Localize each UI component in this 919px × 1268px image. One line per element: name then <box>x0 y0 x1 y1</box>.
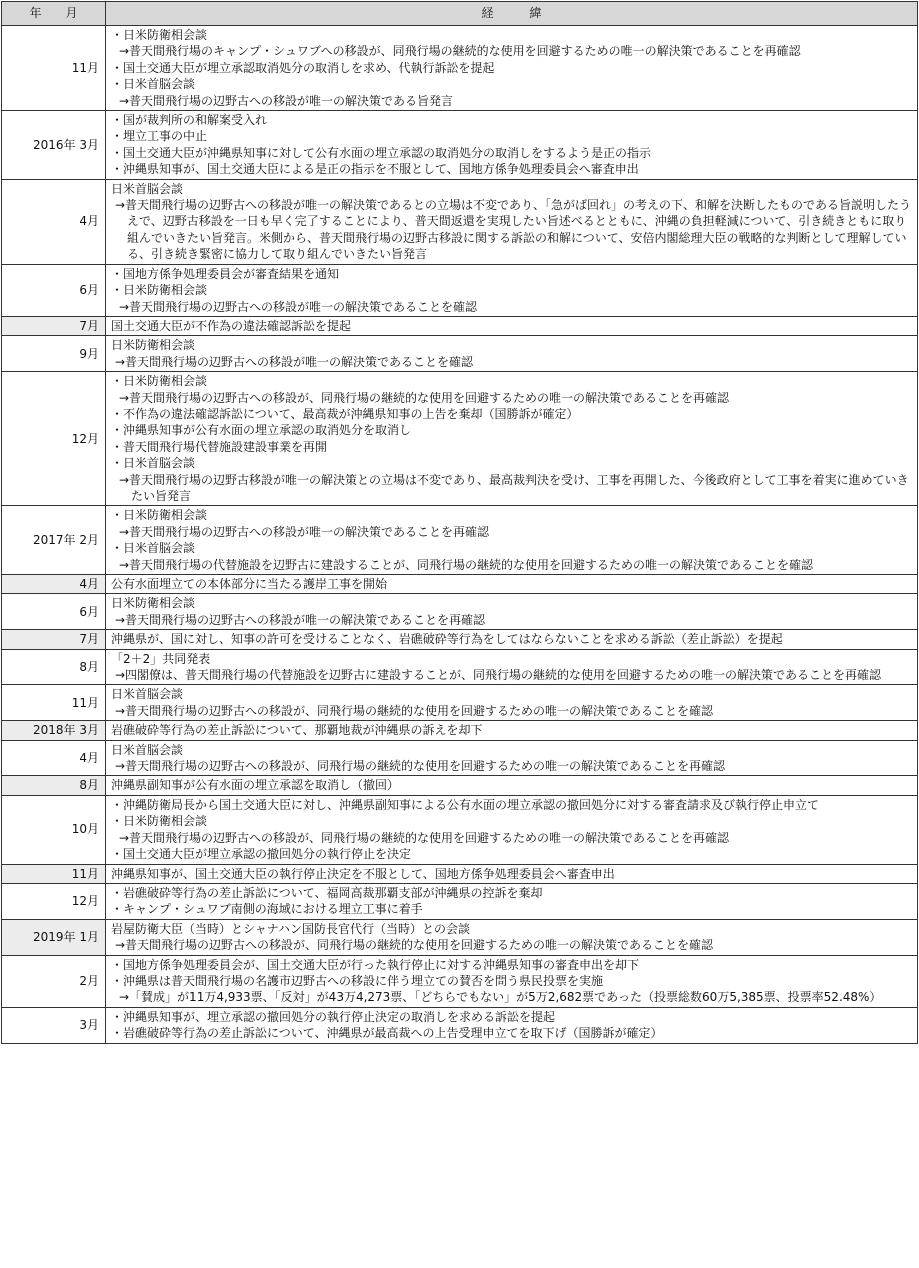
event-line: 日米防衛相会談 <box>111 596 196 611</box>
event-line: →普天間飛行場のキャンプ・シュワブへの移設が、同飛行場の継続的な使用を回避するための唯一の解決策であることを再確認 <box>119 44 801 59</box>
event-line: 日米首脳会談 <box>111 687 184 702</box>
row-content <box>106 372 918 506</box>
event-line: →普天間飛行場の辺野古への移設が唯一の解決策であることを確認 <box>115 354 474 369</box>
event-line: ・国土交通大臣が埋立承認取消処分の取消しを求め、代執行訴訟を提起 <box>111 60 495 75</box>
row-date: 2016年 3月 <box>2 111 106 180</box>
event-line: ・日米防衛相会談 <box>111 283 208 298</box>
table-row <box>2 649 918 685</box>
row-date: 4月 <box>2 575 106 594</box>
table-row <box>2 316 918 335</box>
row-date: 10月 <box>2 795 106 864</box>
row-content <box>106 776 918 795</box>
event-line: →普天間飛行場の辺野古への移設が唯一の解決策であるとの立場は不変であり、「急がば回れ」の考えの下、和解を決断したものである旨説明したうえで、辺野古移設を一日も早く完了することにより、普天間返還を実現したい旨述べるとともに、沖縄の負担軽減について、引き続きともに取り組んでいきたい旨発言。米側から、普天間飛行場の辺野古移設に関する訴訟の和解について、安倍内閣総理大臣の戦略的な判断として理解している、引き続き緊密に協力して取り組んでいきたい旨発言 <box>115 198 912 262</box>
event-line: ・日米首脳会談 <box>111 77 196 92</box>
table-row <box>2 179 918 264</box>
row-content <box>106 179 918 264</box>
row-date: 7月 <box>2 316 106 335</box>
event-line: 沖縄県が、国に対し、知事の許可を受けることなく、岩礁破砕等行為をしてはならないことを求める訴訟（差止訴訟）を提起 <box>111 632 783 647</box>
row-content <box>106 506 918 575</box>
event-line: 日米首脳会談 <box>111 742 184 757</box>
row-date: 12月 <box>2 372 106 506</box>
event-line: ・沖縄防衛局長から国土交通大臣に対し、沖縄県副知事による公有水面の埋立承認の撤回処分に対する審査請求及び執行停止申立て <box>111 797 820 812</box>
row-date: 12月 <box>2 883 106 919</box>
table-row <box>2 575 918 594</box>
event-line: →普天間飛行場の辺野古への移設が、同飛行場の継続的な使用を回避するための唯一の解決策であることを再確認 <box>115 759 726 774</box>
event-line: 日米防衛相会談 <box>111 338 196 353</box>
event-line: 沖縄県知事が、国土交通大臣の執行停止決定を不服として、国地方係争処理委員会へ審査申出 <box>111 866 615 881</box>
table-row <box>2 111 918 180</box>
table-row <box>2 336 918 372</box>
table-row <box>2 919 918 955</box>
row-date: 2017年 2月 <box>2 506 106 575</box>
table-row <box>2 630 918 649</box>
row-content <box>106 336 918 372</box>
row-date: 11月 <box>2 864 106 883</box>
event-line: ・不作為の違法確認訴訟について、最高裁が沖縄県知事の上告を棄却（国勝訴が確定） <box>111 406 579 421</box>
row-date: 2019年 1月 <box>2 919 106 955</box>
row-date: 8月 <box>2 776 106 795</box>
row-content <box>106 883 918 919</box>
event-line: →「賛成」が11万4,933票、「反対」が43万4,273票、「どちらでもない」が5万2,682票であった（投票総数60万5,385票、投票率52.48%） <box>119 990 882 1005</box>
row-date: 6月 <box>2 264 106 316</box>
table-row <box>2 685 918 721</box>
table-row <box>2 721 918 740</box>
row-date: 4月 <box>2 740 106 776</box>
row-date: 4月 <box>2 179 106 264</box>
event-line: ・沖縄県知事が、国土交通大臣による是正の指示を不服として、国地方係争処理委員会へ審査申出 <box>111 162 639 177</box>
row-content <box>106 795 918 864</box>
row-content <box>106 111 918 180</box>
row-date: 3月 <box>2 1007 106 1043</box>
event-line: ・国土交通大臣が埋立承認の撤回処分の執行停止を決定 <box>111 847 412 862</box>
table-row <box>2 372 918 506</box>
table-row <box>2 864 918 883</box>
row-date: 2018年 3月 <box>2 721 106 740</box>
table-row <box>2 955 918 1007</box>
event-line: →普天間飛行場の辺野古への移設が唯一の解決策であることを再確認 <box>115 612 486 627</box>
content-column-header: 経 緯 <box>106 2 918 26</box>
table-row <box>2 740 918 776</box>
table-row <box>2 776 918 795</box>
event-line: →普天間飛行場の辺野古への移設が唯一の解決策であることを確認 <box>119 299 478 314</box>
event-line: →普天間飛行場の辺野古への移設が、同飛行場の継続的な使用を回避するための唯一の解決策であることを確認 <box>115 938 714 953</box>
date-column-header: 年 月 <box>2 2 106 26</box>
row-content <box>106 721 918 740</box>
event-line: 「2＋2」共同発表 <box>111 651 211 666</box>
event-line: ・国が裁判所の和解案受入れ <box>111 113 268 128</box>
event-line: ・国地方係争処理委員会が審査結果を通知 <box>111 266 340 281</box>
row-content <box>106 864 918 883</box>
event-line: 公有水面埋立ての本体部分に当たる護岸工事を開始 <box>111 577 388 591</box>
event-line: 国土交通大臣が不作為の違法確認訴訟を提起 <box>111 318 352 333</box>
row-content <box>106 630 918 649</box>
row-content <box>106 316 918 335</box>
event-line: ・埋立工事の中止 <box>111 129 208 144</box>
row-date: 11月 <box>2 685 106 721</box>
event-line: 沖縄県副知事が公有水面の埋立承認を取消し（撤回） <box>111 778 400 793</box>
table-row <box>2 26 918 111</box>
event-line: 日米首脳会談 <box>111 181 184 196</box>
row-content <box>106 740 918 776</box>
row-date: 6月 <box>2 594 106 630</box>
table-row <box>2 506 918 575</box>
event-line: ・岩礁破砕等行為の差止訴訟について、福岡高裁那覇支部が沖縄県の控訴を棄却 <box>111 885 543 900</box>
event-line: →四閣僚は、普天間飛行場の代替施設を辺野古に建設することが、同飛行場の継続的な使用を回避するための唯一の解決策であることを再確認 <box>115 668 882 683</box>
table-row <box>2 594 918 630</box>
row-content <box>106 264 918 316</box>
event-line: →普天間飛行場の辺野古への移設が、同飛行場の継続的な使用を回避するための唯一の解決策であることを再確認 <box>119 390 730 405</box>
table-row <box>2 1007 918 1043</box>
event-line: ・沖縄県知事が公有水面の埋立承認の取消処分を取消し <box>111 423 412 438</box>
event-line: →普天間飛行場の代替施設を辺野古に建設することが、同飛行場の継続的な使用を回避するための唯一の解決策であることを確認 <box>119 557 814 572</box>
event-line: →普天間飛行場の辺野古への移設が唯一の解決策であることを再確認 <box>119 524 490 539</box>
row-date: 11月 <box>2 26 106 111</box>
row-date: 9月 <box>2 336 106 372</box>
table-row <box>2 795 918 864</box>
row-content <box>106 26 918 111</box>
table-row <box>2 264 918 316</box>
timeline-table <box>1 1 918 1044</box>
event-line: 岩屋防衛大臣（当時）とシャナハン国防長官代行（当時）との会談 <box>111 921 471 936</box>
event-line: →普天間飛行場の辺野古への移設が、同飛行場の継続的な使用を回避するための唯一の解決策であることを確認 <box>115 703 714 718</box>
header-row <box>2 2 918 26</box>
event-line: ・国地方係争処理委員会が、国土交通大臣が行った執行停止に対する沖縄県知事の審査申出を却下 <box>111 957 640 972</box>
row-content <box>106 575 918 594</box>
table-row <box>2 883 918 919</box>
row-content <box>106 955 918 1007</box>
row-date: 2月 <box>2 955 106 1007</box>
row-content <box>106 919 918 955</box>
event-line: ・日米防衛相会談 <box>111 374 208 389</box>
event-line: ・岩礁破砕等行為の差止訴訟について、沖縄県が最高裁への上告受理申立てを取下げ（国勝訴が確定） <box>111 1026 663 1041</box>
row-content <box>106 685 918 721</box>
event-line: ・日米防衛相会談 <box>111 508 208 523</box>
row-content <box>106 1007 918 1043</box>
event-line: ・日米防衛相会談 <box>111 814 208 829</box>
event-line: ・普天間飛行場代替施設建設事業を再開 <box>111 439 328 454</box>
event-line: ・キャンプ・シュワブ南側の海域における埋立工事に着手 <box>111 902 423 917</box>
event-line: ・日米防衛相会談 <box>111 28 208 42</box>
event-line: ・国土交通大臣が沖縄県知事に対して公有水面の埋立承認の取消処分の取消しをするよう是正の指示 <box>111 145 652 160</box>
event-line: →普天間飛行場の辺野古への移設が、同飛行場の継続的な使用を回避するための唯一の解決策であることを再確認 <box>119 830 730 845</box>
event-line: ・日米首脳会談 <box>111 541 196 556</box>
event-line: ・日米首脳会談 <box>111 456 196 471</box>
event-line: 岩礁破砕等行為の差止訴訟について、那覇地裁が沖縄県の訴えを却下 <box>111 723 483 738</box>
event-line: →普天間飛行場の辺野古への移設が唯一の解決策である旨発言 <box>119 93 454 108</box>
row-date: 7月 <box>2 630 106 649</box>
row-content <box>106 594 918 630</box>
row-content <box>106 649 918 685</box>
event-line: ・沖縄県知事が、埋立承認の撤回処分の執行停止決定の取消しを求める訴訟を提起 <box>111 1009 556 1024</box>
timeline-body <box>2 26 918 1044</box>
event-line: ・沖縄県は普天間飛行場の名護市辺野古への移設に伴う埋立ての賛否を問う県民投票を実施 <box>111 973 604 988</box>
row-date: 8月 <box>2 649 106 685</box>
event-line: →普天間飛行場の辺野古移設が唯一の解決策との立場は不変であり、最高裁判決を受け、工事を再開した、今後政府として工事を着実に進めていきたい旨発言 <box>119 472 909 503</box>
